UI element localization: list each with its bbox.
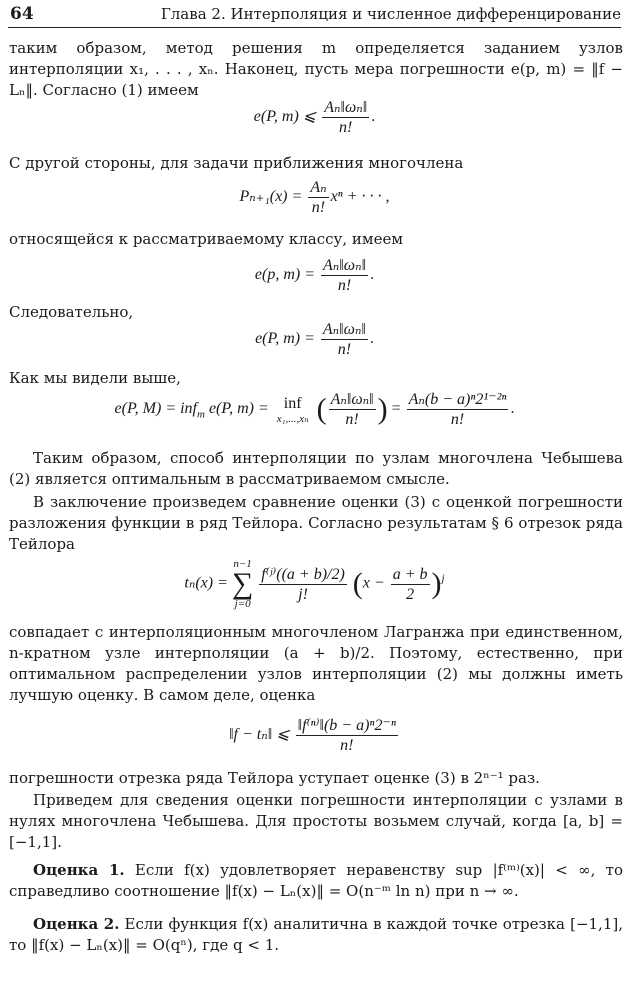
paragraph-1: таким образом, метод решения m определяется заданием узлов интерполяции x₁, . . . , xₙ. Наконец, пусть мера погрешности e(p, m) = ‖f − Lₙ‖. Согласно (1) имеем	[9, 39, 623, 99]
paragraph-8: совпадает с интерполяционным многочленом Лагранжа при единственном, n-кратном узле интерполяции (a + b)/2. Поэтому, естественно, при оптимальном распределении узлов интерполяции (2) мы должны иметь лучшую оценку. В самом деле, оценка	[9, 623, 623, 704]
paragraph-3: относящейся к рассматриваемому классу, имеем	[9, 230, 403, 248]
estimate-1-label: Оценка 1.	[33, 861, 125, 879]
estimate-2-label: Оценка 2.	[33, 915, 120, 933]
equation-4: e(P, m) = $\frac{\text{Aₙ‖ωₙ‖}}{n!}$ .	[255, 321, 374, 358]
header-rule	[8, 27, 621, 28]
paragraph-2: С другой стороны, для задачи приближения многочлена	[9, 154, 464, 172]
equation-7: ‖f − tₙ‖ ⩽ $\frac{\text{‖f⁽ⁿ⁾‖(b − a)ⁿ2⁻ⁿ}}{n!}$	[229, 717, 396, 754]
paragraph-9: погрешности отрезка ряда Тейлора уступает оценке (3) в 2ⁿ⁻¹ раз.	[9, 769, 540, 787]
paragraph-7: В заключение произведем сравнение оценки (3) с оценкой погрешности разложения функции в ряд Тейлора. Согласно результатам § 6 отрезок ряда Тейлора	[9, 493, 623, 553]
equation-3: e(p, m) = $\frac{\text{Aₙ‖ωₙ‖}}{n!}$ .	[254, 257, 375, 294]
paragraph-4: Следовательно,	[9, 303, 134, 321]
equation-5: e(P, M) = inf$_m$ e(P, m) = inf x₁,...,xₙ ( $\frac{\text{Aₙ‖ωₙ‖}}{n!}$ ) = $\frac{\text{Aₙ(b − a)ⁿ2¹⁻²ⁿ}}{n!}$ .	[114, 391, 515, 428]
estimate-1: Оценка 1. Если f(x) удовлетворяет неравенству sup |f⁽ᵐ⁾(x)| < ∞, то справедливо соотношение ‖f(x) − Lₙ(x)‖ = O(n⁻ᵐ ln n) при n → ∞.	[9, 861, 623, 900]
chapter-title: Глава 2. Интерполяция и численное дифференцирование	[160, 5, 621, 23]
equation-2: Pₙ₊₁(x) = $\frac{\text{Aₙ}}{n!}$ xⁿ + · · · ,	[239, 179, 390, 216]
paragraph-10: Приведем для сведения оценки погрешности интерполяции с узлами в нулях многочлена Чебышева. Для простоты возьмем случай, когда [a, b] = [−1,1].	[9, 791, 623, 851]
paragraph-5: Как мы видели выше,	[9, 369, 181, 387]
running-header	[8, 4, 621, 28]
page-number: 64	[10, 4, 34, 24]
equation-6: tₙ(x) = n−1 ∑ j=0 $\frac{\text{f⁽ʲ⁾((a + b)/2)}}{j!}$ (x − $\frac{a + b}{2}$ )$^j$	[184, 558, 445, 610]
estimate-2: Оценка 2. Если функция f(x) аналитична в каждой точке отрезка [−1,1], то ‖f(x) − Lₙ(x)‖ = O(qⁿ), где q < 1.	[9, 915, 623, 954]
paragraph-6: Таким образом, способ интерполяции по узлам многочлена Чебышева (2) является оптимальным в рассматриваемом смысле.	[9, 449, 623, 488]
equation-1: e(P, m) ⩽ $\frac{\text{Aₙ‖ωₙ‖}}{n!}$ .	[253, 99, 376, 136]
